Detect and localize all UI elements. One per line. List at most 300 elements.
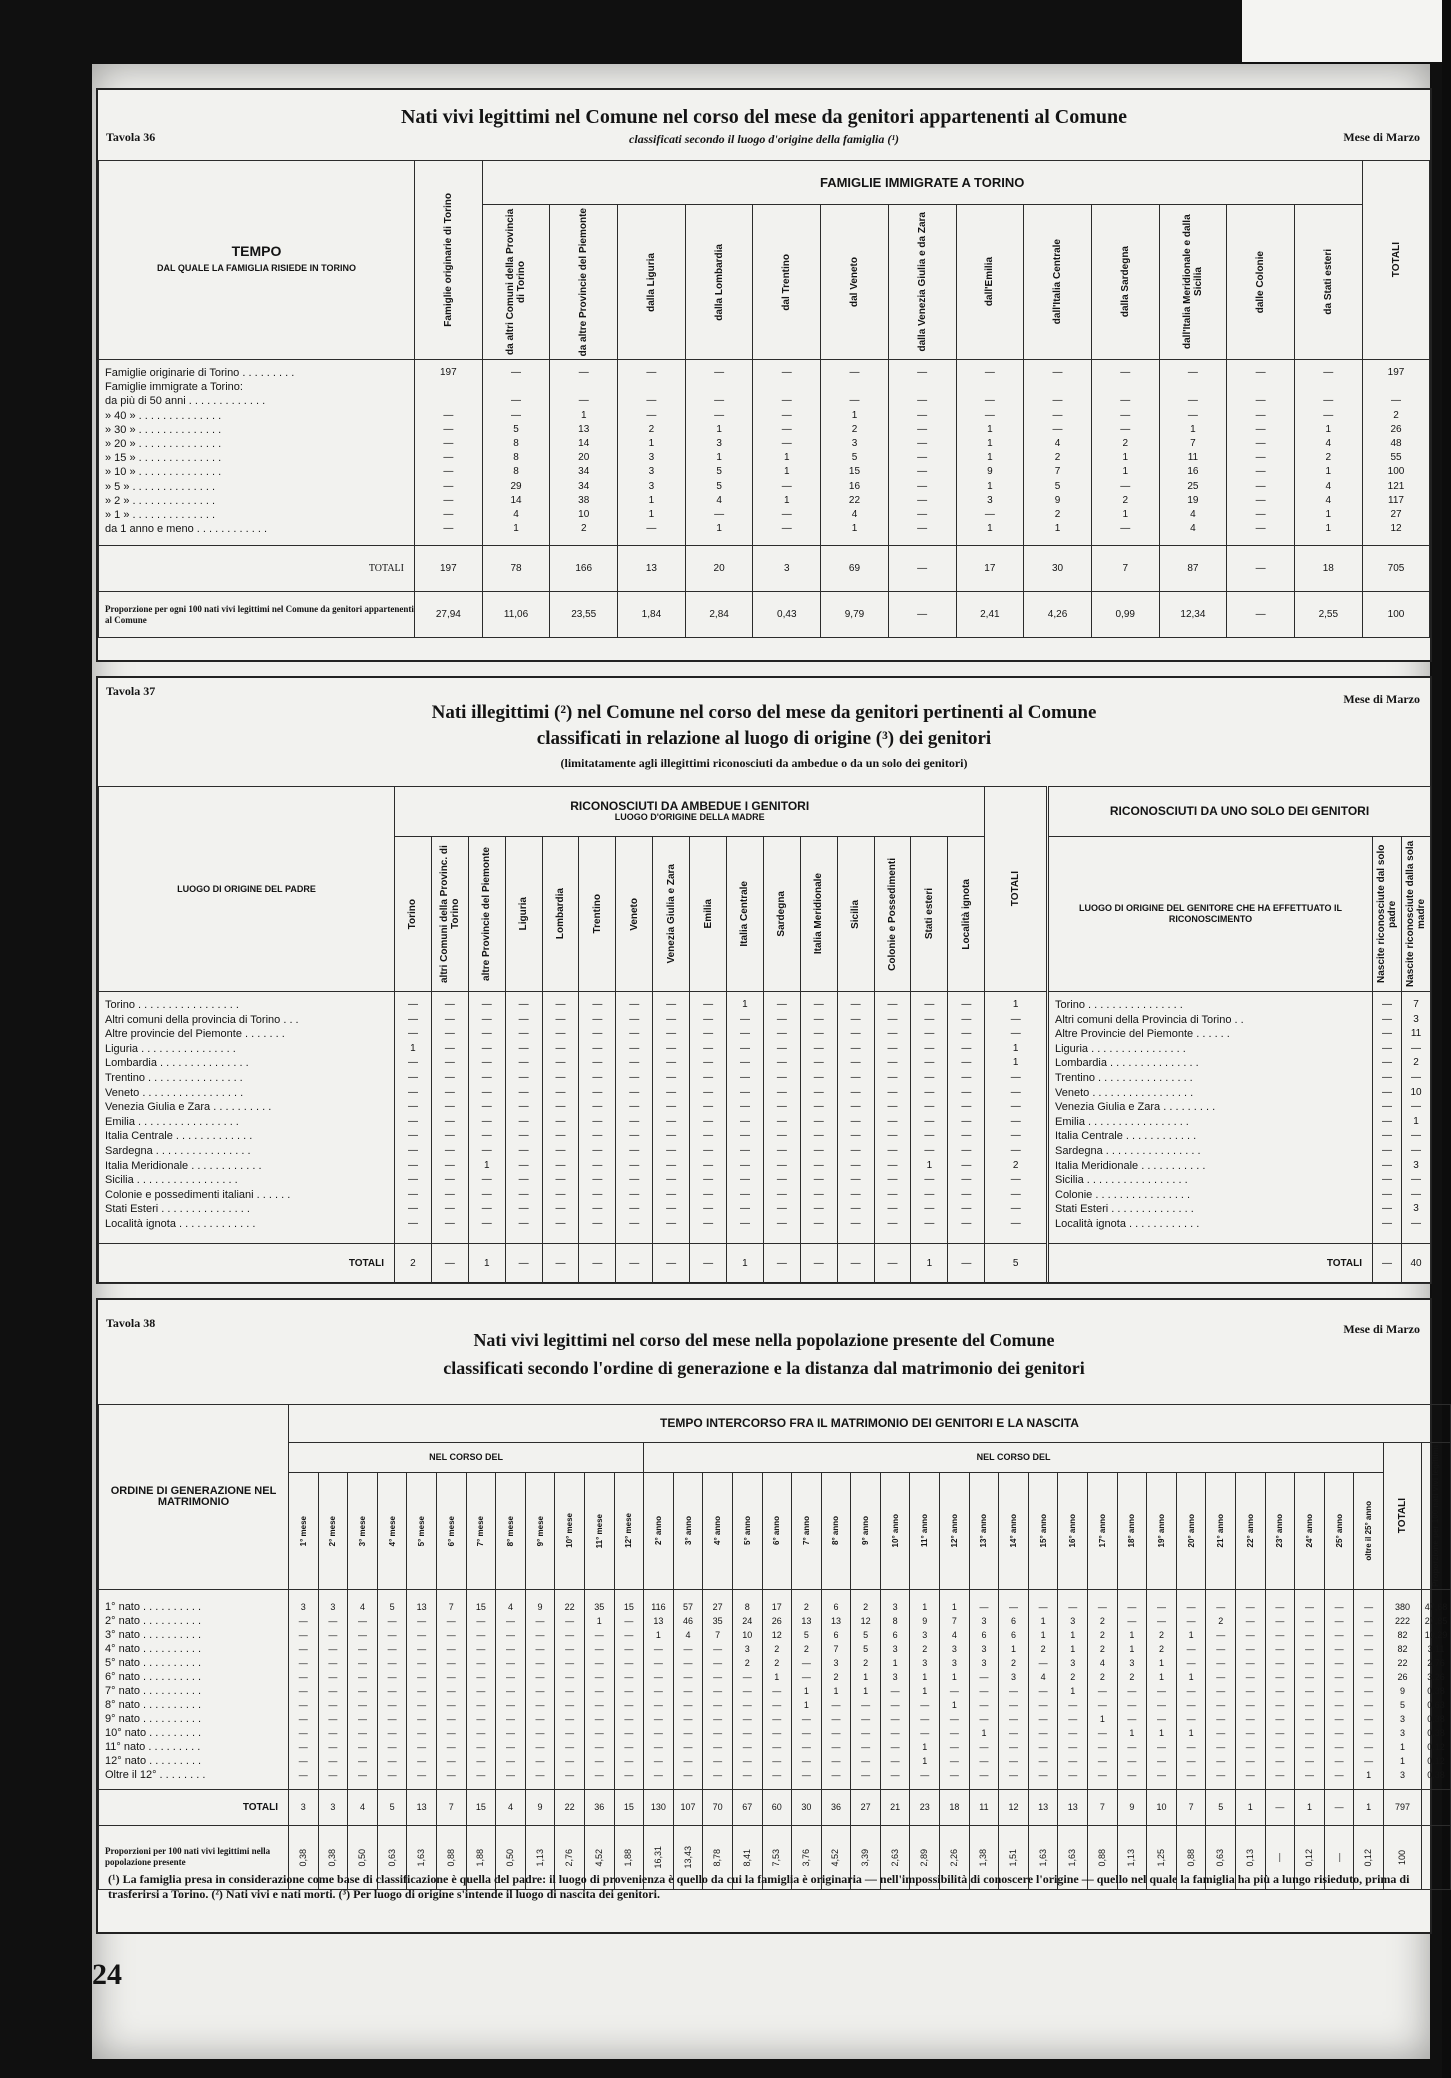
t37-cell: — <box>629 1144 640 1156</box>
t37-cell: — <box>813 1188 824 1200</box>
t38-prop-value: 1,25 <box>1156 1848 1167 1867</box>
t38-cell: — <box>535 1657 545 1668</box>
t38-cell: 1 <box>951 1601 957 1612</box>
t37-cell: — <box>407 1115 418 1127</box>
t38-value-stack <box>1422 1600 1450 1782</box>
t36-value-col <box>753 360 821 546</box>
t37-cell: 1 <box>742 999 748 1010</box>
t38-cell: 380 <box>1394 1601 1410 1612</box>
t36-row-label: » 20 » . . . . . . . . . . . . . . <box>105 437 222 450</box>
t38-value-col <box>792 1589 822 1789</box>
t38-cell: — <box>298 1699 308 1710</box>
t37-cell: — <box>629 1086 640 1098</box>
t36-cell: 3 <box>716 437 722 449</box>
t37-right-row-label: Località ignota . . . . . . . . . . . . <box>1055 1217 1200 1230</box>
t38-value-stack <box>1058 1600 1087 1782</box>
t38-cell: — <box>1275 1643 1285 1654</box>
t38-cell: — <box>861 1727 871 1738</box>
t38-cell: 3 <box>1129 1657 1135 1668</box>
t38-total-cell: 1 <box>1236 1789 1266 1825</box>
t38-cell: 7 <box>448 1601 454 1612</box>
t38-col-34-label: 24° anno <box>1304 1514 1314 1548</box>
t36-group-header: FAMIGLIE IMMIGRATE A TORINO <box>482 161 1362 205</box>
t38-cell: 3 <box>981 1657 987 1668</box>
t38-cell: — <box>594 1643 604 1654</box>
t38-cell: 0,63 <box>1427 1699 1445 1710</box>
t36-cell: — <box>646 523 657 535</box>
t37-cell: — <box>703 1057 714 1069</box>
t38-total-cell: 18 <box>940 1789 970 1825</box>
t38-cell: — <box>1304 1615 1314 1626</box>
t37-cell: — <box>592 999 603 1010</box>
t36-total-cell: 3 <box>753 546 821 592</box>
t38-cell: — <box>1127 1741 1137 1752</box>
t37-col-10-label: Sardegna <box>776 891 788 937</box>
t38-cell: — <box>1275 1629 1285 1640</box>
t38-cell: — <box>683 1727 693 1738</box>
t36-row-labels <box>99 360 415 546</box>
t38-cell: 1 <box>922 1671 928 1682</box>
t38-cell: 0,38 <box>1427 1769 1445 1780</box>
t38-col-10-label: 11° mese <box>594 1513 604 1549</box>
t37-right-row-label: Emilia . . . . . . . . . . . . . . . . . <box>1055 1115 1189 1128</box>
t37-cell: — <box>555 1101 566 1113</box>
t38-col-24-label: 14° anno <box>1009 1514 1019 1548</box>
t37-cell: — <box>739 1013 750 1025</box>
t37-cell: — <box>961 1086 972 1098</box>
t37-total-cell: — <box>616 1244 653 1284</box>
t38-prop-value: 100 <box>1396 1849 1407 1865</box>
t38-cell: — <box>446 1699 456 1710</box>
table-36 <box>96 88 1432 662</box>
t37-left-sub: LUOGO D'ORIGINE DELLA MADRE <box>614 811 765 822</box>
t38-cell: 1 <box>1399 1741 1405 1752</box>
t38-col-35-label: 25° anno <box>1334 1514 1344 1548</box>
t37-right-header: RICONOSCIUTI DA UNO SOLO DEI GENITORI <box>1049 787 1431 837</box>
t37-row-label: Altre provincie del Piemonte . . . . . . . <box>105 1028 285 1041</box>
t38-cell: — <box>1068 1741 1078 1752</box>
t38-cell: — <box>1068 1727 1078 1738</box>
t37-cell: — <box>887 1217 898 1229</box>
t38-total-cell: 23 <box>910 1789 940 1825</box>
t38-prop-value: 2,26 <box>948 1848 959 1867</box>
t38-cell: 2 <box>1159 1629 1165 1640</box>
t38-cell: 1 <box>1070 1685 1076 1696</box>
t37-title2: classificati in relazione al luogo di origine (³) dei genitori <box>536 728 992 749</box>
t38-cell: 0,12 <box>1427 1755 1445 1766</box>
t37-cell: — <box>629 1203 640 1215</box>
t37-right-row-label: Torino . . . . . . . . . . . . . . . . <box>1055 999 1183 1011</box>
t37-cell: — <box>444 1159 455 1171</box>
t38-col-25 <box>1028 1472 1058 1589</box>
t36-cell: 121 <box>1387 480 1405 492</box>
t37-row-labels <box>99 992 395 1244</box>
t38-col-13 <box>673 1472 703 1589</box>
t38-cell: 0,38 <box>1427 1685 1445 1696</box>
t37-value-col <box>911 992 948 1244</box>
t36-totals-row <box>99 546 1430 592</box>
t36-cell: 5 <box>716 480 722 492</box>
t38-cell: — <box>1186 1657 1196 1668</box>
t38-cell: — <box>357 1741 367 1752</box>
t37-cell: — <box>666 1203 677 1215</box>
t36-prop-cell: 0,43 <box>753 592 821 638</box>
t37-cell: — <box>666 1115 677 1127</box>
t38-col-24 <box>999 1472 1029 1589</box>
t38-cell: 82 <box>1397 1643 1408 1654</box>
t37-cell: — <box>444 1057 455 1069</box>
t36-prop-cell: 4,26 <box>1024 592 1092 638</box>
t38-cell: — <box>417 1727 427 1738</box>
t38-cell: — <box>1245 1699 1255 1710</box>
t37-cell: — <box>555 1188 566 1200</box>
t38-col-36 <box>1354 1472 1384 1589</box>
t37-col-9-label: Italia Centrale <box>739 881 751 947</box>
t37-col-2-label: altre Provincie del Piemonte <box>481 847 493 981</box>
t38-cell: 13 <box>830 1615 841 1626</box>
t37-col-8 <box>690 837 727 992</box>
t36-col-8 <box>956 205 1024 360</box>
t38-cell: — <box>683 1755 693 1766</box>
t37-cell: — <box>813 1217 824 1229</box>
t38-col-13-label: 3° anno <box>683 1516 693 1546</box>
t36-total-cell: — <box>1227 546 1295 592</box>
t38-prop-value: 0,38 <box>297 1848 308 1867</box>
t38-cell: — <box>979 1601 989 1612</box>
t37-col-8-label: Emilia <box>702 899 714 929</box>
t36-prop-cell: — <box>888 592 956 638</box>
t37-right-row-label: Italia Meridionale . . . . . . . . . . . <box>1055 1159 1206 1172</box>
t38-cell: — <box>742 1685 752 1696</box>
t38-col-17 <box>792 1472 822 1589</box>
t38-cell: — <box>772 1741 782 1752</box>
t37-col-3 <box>505 837 542 992</box>
t37-cell: — <box>924 1086 935 1098</box>
t36-cell: 1 <box>987 437 993 449</box>
t38-total-cell: 22 <box>555 1789 585 1825</box>
t38-cell: — <box>713 1699 723 1710</box>
t38-cell: — <box>949 1741 959 1752</box>
t37-cell: — <box>813 1101 824 1113</box>
t36-col-13-label: da Stati esteri <box>1322 249 1334 315</box>
t37-cell: — <box>481 1071 492 1083</box>
t38-cell: — <box>476 1727 486 1738</box>
t37-cell: — <box>629 1115 640 1127</box>
t36-total-cell: 197 <box>415 546 483 592</box>
t37-right-cell: 2 <box>1413 1057 1419 1069</box>
t38-cell: — <box>1186 1643 1196 1654</box>
t37-value-col <box>653 992 690 1244</box>
t38-cell: — <box>357 1713 367 1724</box>
t38-cell: — <box>890 1769 900 1780</box>
t36-value-col <box>482 360 550 546</box>
t38-col-34 <box>1295 1472 1325 1589</box>
t37-cell: — <box>924 1188 935 1200</box>
t38-cell: — <box>861 1755 871 1766</box>
t36-cell: — <box>984 508 995 520</box>
t36-col-10 <box>1091 205 1159 360</box>
t37-value-stack <box>911 998 947 1232</box>
t37-right-cell: — <box>1382 1028 1392 1040</box>
t37-cell: — <box>739 1057 750 1069</box>
t38-cell: 12 <box>771 1629 782 1640</box>
t38-value-stack <box>1206 1600 1235 1782</box>
t38-prop-value: — <box>1333 1852 1344 1862</box>
t38-cell: 6 <box>1011 1629 1017 1640</box>
t36-cell: 2 <box>1122 494 1128 506</box>
t38-cell: — <box>683 1671 693 1682</box>
t36-cell: — <box>984 395 995 407</box>
t36-cell: 4 <box>851 508 858 520</box>
t37-label-stack <box>99 998 394 1232</box>
t37-cell: — <box>444 1203 455 1215</box>
t38-cell: — <box>742 1671 752 1682</box>
t37-right-col-0-label: Nascite riconosciute dal solo padre <box>1376 844 1398 984</box>
t36-cell: — <box>917 423 928 435</box>
t36-cell: — <box>1120 395 1131 407</box>
t37-cell: — <box>887 1013 898 1025</box>
t37-cell: — <box>813 1013 824 1025</box>
t38-cell: — <box>1068 1769 1078 1780</box>
t38-col-15-label: 5° anno <box>742 1516 752 1546</box>
t38-cell: — <box>357 1629 367 1640</box>
t37-cell: — <box>481 1057 492 1069</box>
t38-cell: — <box>476 1755 486 1766</box>
t38-cell: — <box>357 1671 367 1682</box>
t38-cell: — <box>624 1685 634 1696</box>
t38-value-col <box>1354 1589 1384 1789</box>
t38-cell: — <box>1245 1629 1255 1640</box>
t37-right-value-stack <box>1402 998 1430 1232</box>
t38-cell: — <box>1009 1685 1019 1696</box>
t38-cell: — <box>1216 1671 1226 1682</box>
t37-cell: — <box>703 1159 714 1171</box>
t36-col-0-label: Famiglie originarie di Torino <box>442 193 454 327</box>
t38-cell: — <box>890 1727 900 1738</box>
t36-total-cell: 705 <box>1362 546 1430 592</box>
t37-row-label: Liguria . . . . . . . . . . . . . . . . <box>105 1042 236 1055</box>
t37-right-label-stack <box>1049 998 1372 1232</box>
t36-cell: — <box>1255 508 1266 520</box>
t38-col-19 <box>851 1472 881 1589</box>
t37-col-14 <box>911 837 948 992</box>
t38-cell: — <box>476 1657 486 1668</box>
t38-grid <box>98 1404 1451 1890</box>
t37-cell: — <box>407 999 418 1010</box>
t38-cell: 2 <box>1218 1615 1224 1626</box>
t37-cell: — <box>555 1217 566 1229</box>
t37-cell: — <box>407 1203 418 1215</box>
t37-body-row <box>99 992 1047 1244</box>
t37-cell: — <box>887 1057 898 1069</box>
t38-cell: — <box>1009 1713 1019 1724</box>
t37-col-5-label: Trentino <box>591 894 603 934</box>
t36-cell: 1 <box>1122 508 1128 520</box>
t38-label-stack <box>99 1600 288 1782</box>
t37-cell: — <box>961 1013 972 1025</box>
t37-right-cell: — <box>1382 1101 1392 1113</box>
t38-prop-value: 1,63 <box>1067 1848 1078 1867</box>
t38-value-stack <box>1147 1600 1176 1782</box>
t38-cell: — <box>1157 1713 1167 1724</box>
t37-row-label: Sardegna . . . . . . . . . . . . . . . . <box>105 1144 251 1157</box>
t36-value-stack <box>618 366 685 536</box>
t36-cell: — <box>443 480 454 492</box>
t38-cell: — <box>328 1685 338 1696</box>
t36-cell: 14 <box>510 494 522 506</box>
t38-cell: — <box>1245 1615 1255 1626</box>
t36-total-cell: 18 <box>1294 546 1362 592</box>
t36-label-stack <box>99 366 414 536</box>
t37-row-label: Stati Esteri . . . . . . . . . . . . . . . <box>105 1203 250 1216</box>
t37-cell: — <box>666 1130 677 1142</box>
t37-cell: — <box>592 1217 603 1229</box>
t38-row-label: 5° nato . . . . . . . . . . <box>105 1656 202 1669</box>
t38-value-col <box>762 1589 792 1789</box>
t38-cell: 5 <box>1399 1699 1405 1710</box>
t38-head-row <box>99 1472 1451 1589</box>
t38-cell: — <box>476 1671 486 1682</box>
t38-cell: — <box>476 1769 486 1780</box>
scan-corner-highlight <box>1242 0 1442 62</box>
t37-cell: — <box>444 1013 455 1025</box>
t38-cell: — <box>772 1755 782 1766</box>
t38-cell: — <box>328 1643 338 1654</box>
t37-cell: — <box>776 1115 787 1127</box>
t36-cell: — <box>1255 437 1266 449</box>
t38-prop-value: 2,89 <box>919 1848 930 1867</box>
t38-value-col <box>673 1589 703 1789</box>
t36-row-label: » 15 » . . . . . . . . . . . . . . <box>105 452 222 465</box>
t38-cell: — <box>1097 1727 1107 1738</box>
t36-cell: 12 <box>1390 523 1402 535</box>
t38-total-cell: 3 <box>318 1789 348 1825</box>
t38-prop-value: 0,50 <box>356 1848 367 1867</box>
t38-cell: 27 <box>712 1601 723 1612</box>
t38-cell: — <box>1304 1699 1314 1710</box>
t38-cell: — <box>801 1671 811 1682</box>
t38-cell: — <box>1068 1755 1078 1766</box>
t36-cell: 2 <box>1122 437 1128 449</box>
t36-col-5 <box>753 205 821 360</box>
t36-col-2-label: da altre Provincie del Piemonte <box>578 207 590 357</box>
t38-cell: — <box>417 1629 427 1640</box>
t37-cell: — <box>776 1188 787 1200</box>
t37-cell: — <box>518 1057 529 1069</box>
t38-cell: — <box>653 1699 663 1710</box>
t38-cell: 1 <box>1040 1615 1046 1626</box>
t36-subtitle: classificati secondo il luogo d'origine della famiglia (¹) <box>629 132 899 146</box>
t38-col-0 <box>289 1472 319 1589</box>
t38-cell: — <box>1275 1657 1285 1668</box>
t37-col-4-label: Lombardia <box>555 888 566 940</box>
t38-value-col <box>1206 1589 1236 1789</box>
t38-cell: — <box>446 1713 456 1724</box>
t38-prop-value: 2,63 <box>889 1848 900 1867</box>
t37-cell: — <box>850 1144 861 1156</box>
t37-total-cell: 5 <box>985 1244 1047 1284</box>
t37-total-cell: 1 <box>468 1244 505 1284</box>
t38-cell: 7 <box>951 1615 957 1626</box>
t37-right-totals-row <box>1049 1244 1431 1284</box>
t36-cell: 3 <box>648 452 655 464</box>
t38-col-21 <box>910 1472 940 1589</box>
t38-total-cell: 12 <box>999 1789 1029 1825</box>
t36-cell: 7 <box>1054 466 1061 478</box>
t37-cell: — <box>407 1086 418 1098</box>
t38-cell: — <box>831 1755 841 1766</box>
t38-cell: 1 <box>1399 1755 1405 1766</box>
t38-cell: — <box>505 1769 515 1780</box>
t38-value-col <box>1117 1589 1147 1789</box>
t38-cell: — <box>1186 1741 1196 1752</box>
t37-value-stack <box>653 998 689 1232</box>
t38-cell: — <box>890 1699 900 1710</box>
t36-cell: 117 <box>1388 494 1404 506</box>
t38-total-cell: 30 <box>792 1789 822 1825</box>
t38-cell: 4 <box>359 1601 365 1612</box>
t38-prop-value: 1,38 <box>978 1848 989 1867</box>
t37-col-11 <box>800 837 837 992</box>
t38-cell: — <box>1275 1671 1285 1682</box>
t37-cell: — <box>666 1071 677 1083</box>
t37-cell: — <box>924 1130 935 1142</box>
t38-cell: — <box>979 1769 989 1780</box>
t38-value-col <box>703 1589 733 1789</box>
t38-col-32 <box>1236 1472 1266 1589</box>
t37-cell: — <box>776 1028 787 1040</box>
t38-totals-row <box>99 1789 1451 1825</box>
t38-value-stack <box>467 1600 496 1782</box>
t38-cell: — <box>357 1699 367 1710</box>
t37-cell: — <box>961 1159 972 1171</box>
t38-cell: — <box>328 1671 338 1682</box>
t38-cell: 1 <box>803 1699 809 1710</box>
t38-cell: — <box>446 1671 456 1682</box>
t38-value-col <box>584 1589 614 1789</box>
t38-cell: 82 <box>1397 1629 1408 1640</box>
t38-cell: — <box>357 1615 367 1626</box>
t36-cell: — <box>714 367 725 378</box>
t37-right-cell: 10 <box>1410 1086 1422 1098</box>
t36-row-label: da più di 50 anni . . . . . . . . . . . . . <box>105 395 266 408</box>
t38-cell: — <box>1097 1741 1107 1752</box>
t38-row-label: 10° nato . . . . . . . . . <box>105 1726 202 1739</box>
t37-col-9 <box>727 837 764 992</box>
t38-cell: — <box>1216 1755 1226 1766</box>
t36-cell: 1 <box>648 508 655 520</box>
t37-cell: — <box>924 1115 935 1127</box>
t36-cell: — <box>781 409 792 421</box>
t38-cell: 3 <box>744 1643 750 1654</box>
t37-right-cell: 3 <box>1413 1203 1419 1215</box>
t38-cell: — <box>594 1727 604 1738</box>
t36-cell: — <box>917 452 928 464</box>
t38-cell: — <box>594 1713 604 1724</box>
t38-value-stack <box>585 1600 614 1782</box>
t38-cell: — <box>949 1769 959 1780</box>
t36-cell: — <box>917 395 928 407</box>
t38-row-label: 11° nato . . . . . . . . . <box>105 1740 201 1753</box>
t37-right-row-label: Trentino . . . . . . . . . . . . . . . . <box>1055 1071 1193 1084</box>
t37-cell: — <box>1010 1130 1021 1142</box>
t36-value-col <box>1159 360 1227 546</box>
t38-cell: 3 <box>833 1657 839 1668</box>
t38-cell: — <box>1186 1685 1196 1696</box>
t38-cell: 3 <box>951 1657 957 1668</box>
t37-right-cell: 3 <box>1413 1013 1419 1025</box>
t36-cell: 1 <box>784 452 790 464</box>
